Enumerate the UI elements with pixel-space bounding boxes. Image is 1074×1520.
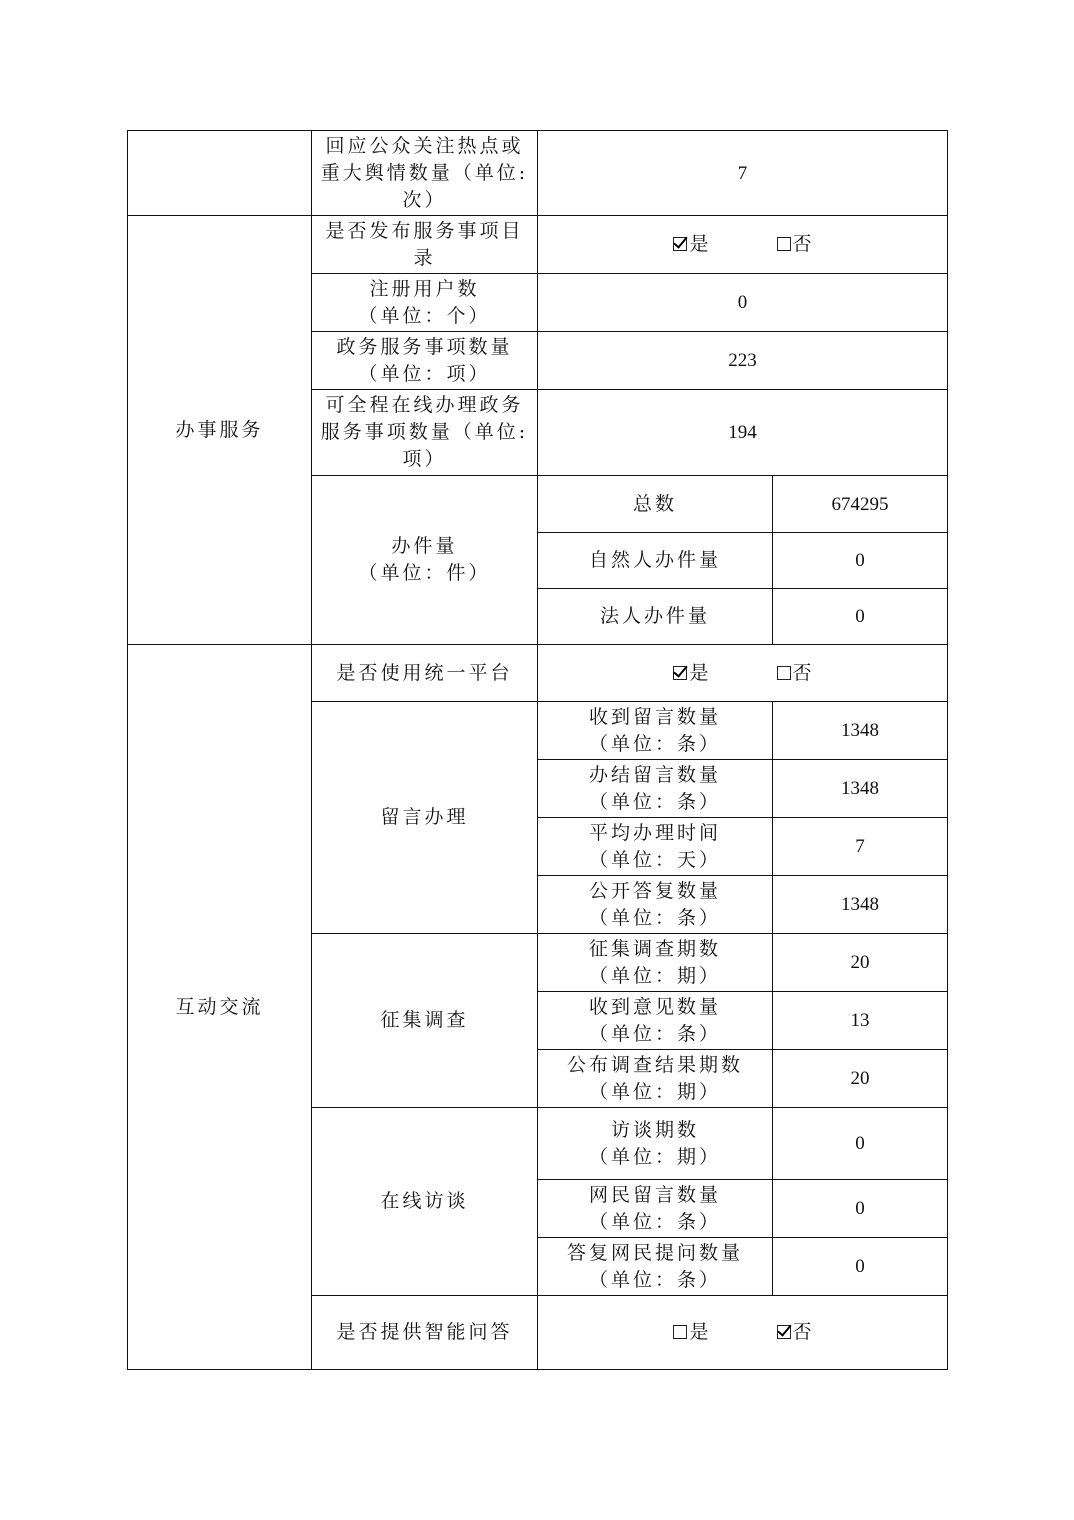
yes-option[interactable]: 是 [673,1319,708,1346]
empty-box-icon[interactable] [673,1325,687,1339]
row-label: 留言办理 [312,702,538,934]
sub-value: 13 [773,992,948,1050]
sub-value: 1348 [773,760,948,818]
sub-value: 0 [773,1238,948,1296]
row-label: 政务服务事项数量 （单位：项） [312,332,538,390]
sub-value: 0 [773,1180,948,1238]
row-value: 223 [538,332,948,390]
choice-cell [538,645,948,702]
sub-label: 征集调查期数 （单位：期） [538,934,773,992]
row-label: 是否使用统一平台 [312,645,538,702]
table-row [128,131,948,216]
sub-value: 7 [773,818,948,876]
yes-option[interactable]: 是 [673,231,708,258]
section-label-interaction: 互动交流 [128,645,312,1370]
no-option[interactable]: 否 [777,660,812,687]
sub-value: 0 [773,589,948,645]
sub-label: 网民留言数量 （单位：条） [538,1180,773,1238]
yes-option[interactable]: 是 [673,660,708,687]
choice-cell [538,1296,948,1370]
sub-label: 收到留言数量 （单位：条） [538,702,773,760]
sub-label: 总数 [538,476,773,533]
sub-label: 收到意见数量 （单位：条） [538,992,773,1050]
row-label: 注册用户数 （单位：个） [312,274,538,332]
row-label: 征集调查 [312,934,538,1108]
empty-section-cell [128,131,312,216]
sub-label: 公布调查结果期数 （单位：期） [538,1050,773,1108]
row-label: 是否发布服务事项目 录 [312,216,538,274]
sub-value: 20 [773,1050,948,1108]
row-value: 194 [538,390,948,476]
sub-label: 办结留言数量 （单位：条） [538,760,773,818]
row-label: 在线访谈 [312,1108,538,1296]
checked-box-icon[interactable] [673,666,687,680]
choice-cell [538,216,948,274]
sub-label: 自然人办件量 [538,533,773,589]
sub-value: 1348 [773,876,948,934]
row-label: 是否提供智能问答 [312,1296,538,1370]
row-value: 0 [538,274,948,332]
row-label: 办件量 （单位：件） [312,476,538,645]
section-label-service: 办事服务 [128,216,312,645]
table-row [128,645,948,702]
empty-box-icon[interactable] [777,666,791,680]
row-label: 回应公众关注热点或 重大舆情数量（单位: 次） [312,131,538,216]
row-value: 7 [538,131,948,216]
no-option[interactable]: 否 [777,231,812,258]
sub-label: 访谈期数 （单位：期） [538,1108,773,1180]
no-option[interactable]: 否 [777,1319,812,1346]
empty-box-icon[interactable] [777,237,791,251]
sub-value: 0 [773,1108,948,1180]
row-label: 可全程在线办理政务 服务事项数量（单位: 项） [312,390,538,476]
sub-value: 1348 [773,702,948,760]
sub-label: 公开答复数量 （单位：条） [538,876,773,934]
statistics-table [127,130,948,1370]
table-row [128,216,948,274]
sub-value: 0 [773,533,948,589]
checked-box-icon[interactable] [673,237,687,251]
sub-label: 平均办理时间 （单位：天） [538,818,773,876]
checked-box-icon[interactable] [777,1325,791,1339]
sub-label: 答复网民提问数量 （单位：条） [538,1238,773,1296]
sub-label: 法人办件量 [538,589,773,645]
sub-value: 20 [773,934,948,992]
sub-value: 674295 [773,476,948,533]
